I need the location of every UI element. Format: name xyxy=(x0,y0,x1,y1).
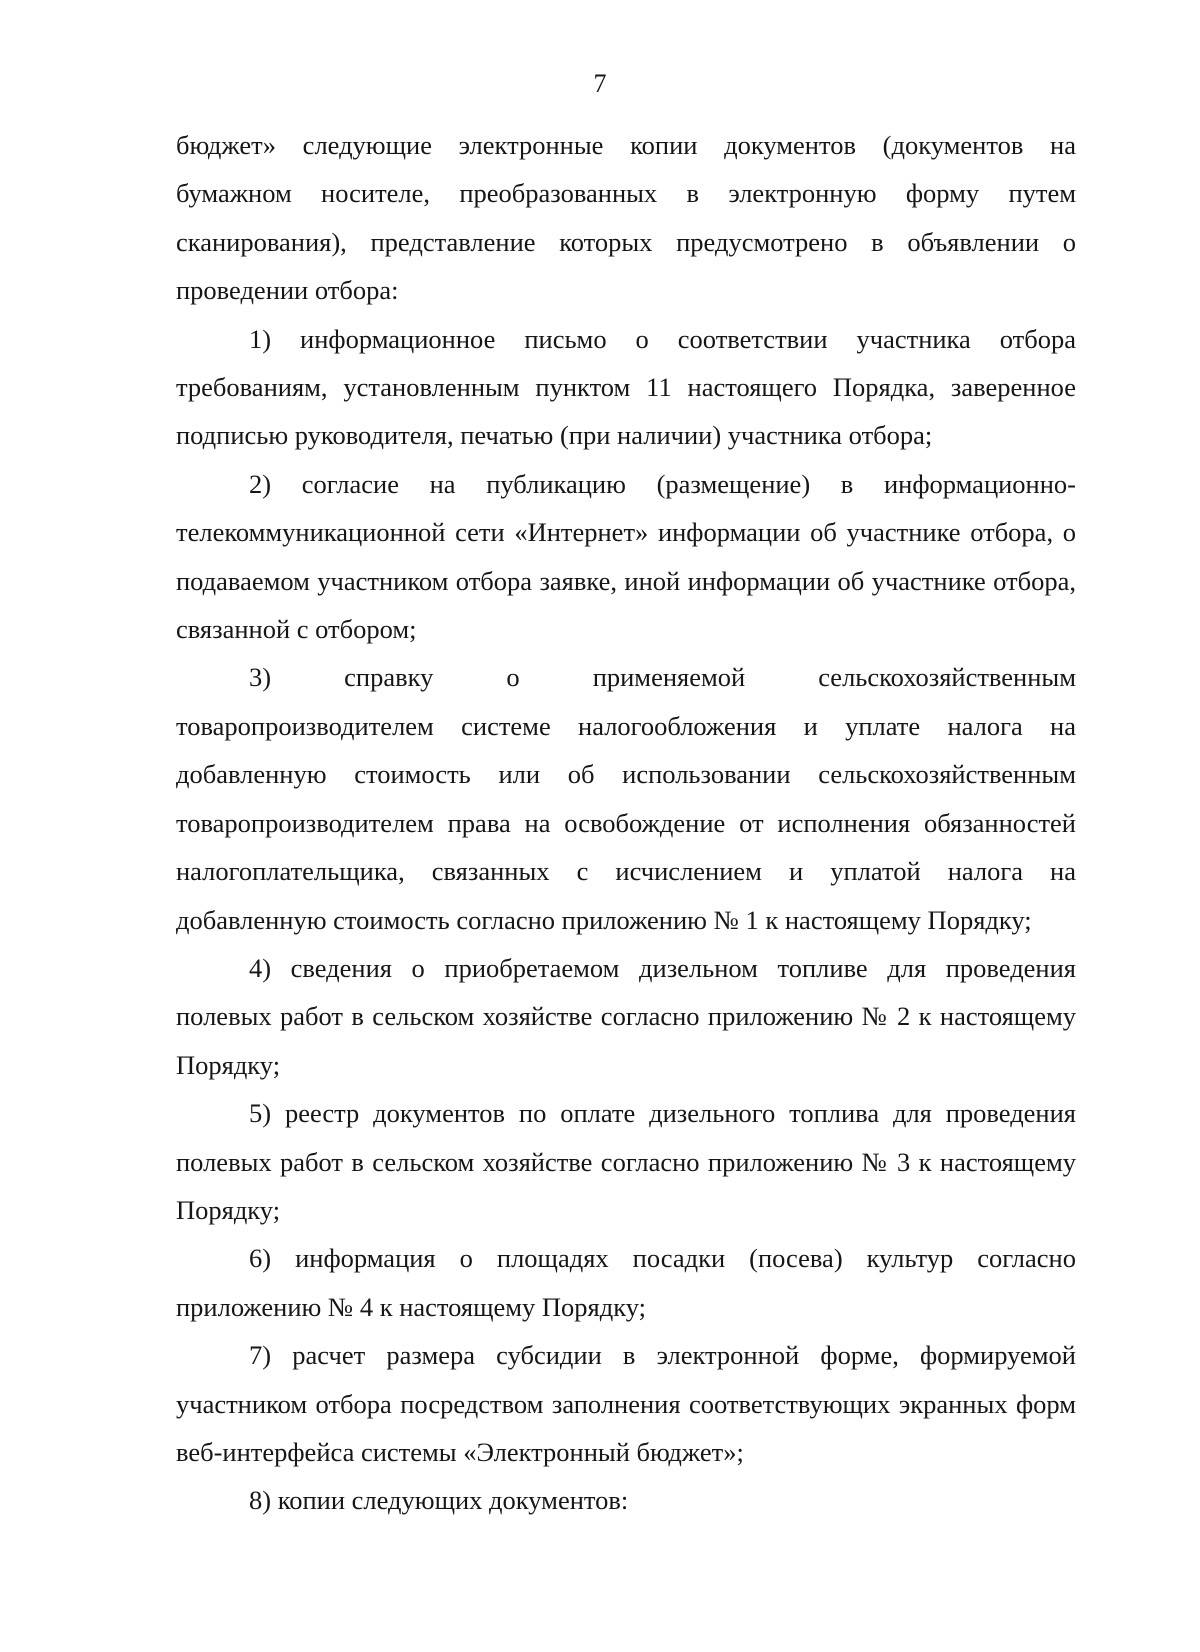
paragraph-item-2: 2) согласие на публикацию (размещение) в информационно-телекоммуникационной сети «Интернет» информации об участнике отбора, о подаваемом участником отбора заявке, иной информации об участнике отбора, связанной с отбором; xyxy=(176,468,1076,645)
paragraph-item-4: 4) сведения о приобретаемом дизельном топливе для проведения полевых работ в сельском хозяйстве согласно приложению № 2 к настоящему Порядку; xyxy=(176,952,1076,1080)
paragraph-intro: бюджет» следующие электронные копии документов (документов на бумажном носителе, преобразованных в электронную форму путем сканирования), представление которых предусмотрено в объявлении о проведении отбора: xyxy=(176,130,1076,306)
page-number: 7 xyxy=(593,69,607,98)
paragraph-item-8: 8) копии следующих документов: xyxy=(249,1485,629,1516)
paragraph-item-1: 1) информационное письмо о соответствии участника отбора требованиям, установленным пунктом 11 настоящего Порядка, заверенное подписью руководителя, печатью (при наличии) участника отбора; xyxy=(176,323,1076,451)
paragraph-item-7: 7) расчет размера субсидии в электронной форме, формируемой участником отбора посредством заполнения соответствующих экранных форм веб-интерфейса системы «Электронный бюджет»; xyxy=(176,1340,1076,1467)
paragraph-item-3-first-line: 3) справку о применяемой сельскохозяйственным xyxy=(249,662,1076,693)
paragraph-item-3-rest: товаропроизводителем системе налогообложения и уплате налога на добавленную стоимость или об использовании сельскохозяйственным товаропроизводителем права на освобождение от исполнения обязанностей налогоплательщика, связанных с исчислением и уплатой налога на добавленную стоимость согласно приложению № 1 к настоящему Порядку; xyxy=(176,710,1076,935)
paragraph-item-6: 6) информация о площадях посадки (посева) культур согласно приложению № 4 к настоящему Порядку; xyxy=(176,1243,1076,1322)
paragraph-item-5: 5) реестр документов по оплате дизельного топлива для проведения полевых работ в сельском хозяйстве согласно приложению № 3 к настоящему Порядку; xyxy=(176,1098,1076,1225)
document-body xyxy=(176,121,1076,1525)
paragraph-item-3 xyxy=(176,653,1076,943)
